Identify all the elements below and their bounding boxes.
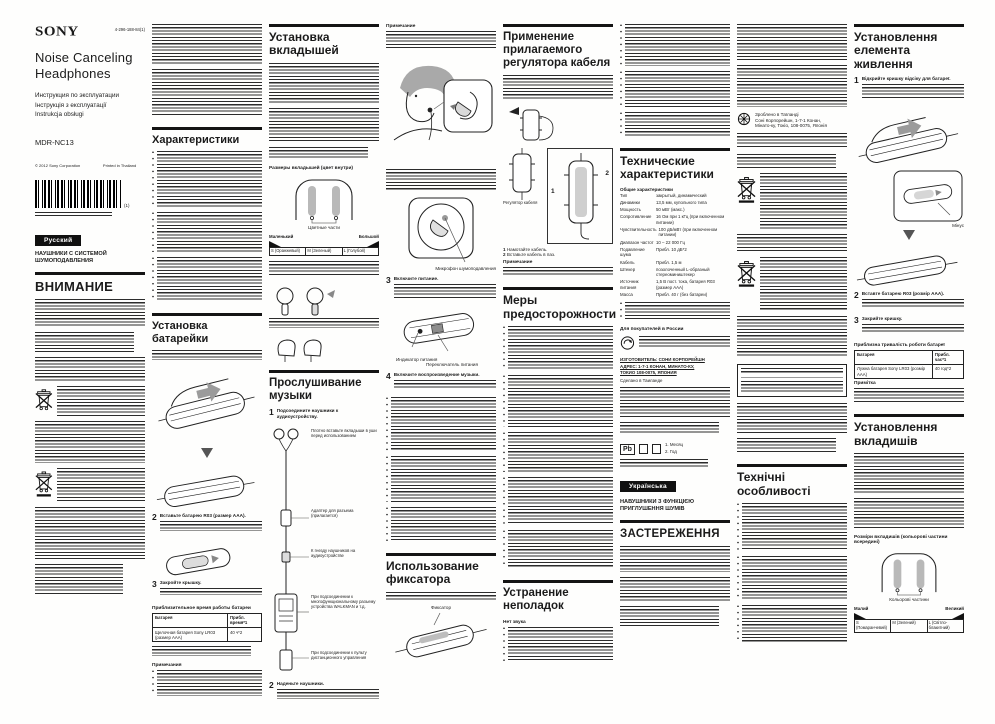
sizes-caption-ru: Размеры вкладышей (цвет внутри)	[269, 165, 354, 171]
text-lines	[35, 564, 123, 594]
adjuster-detail-art	[548, 149, 612, 245]
minus-label-ua: Мінус	[952, 223, 964, 229]
weee-bin-icon	[737, 173, 756, 207]
text-lines	[737, 133, 847, 149]
text-lines	[152, 69, 262, 115]
divider	[741, 377, 843, 378]
section-rule	[854, 24, 964, 27]
sony-logo: SONY	[35, 24, 79, 40]
callout-remote: При подсоединении к пульту дистанционного управления	[311, 649, 367, 660]
text-lines	[277, 689, 379, 699]
text-lines	[35, 332, 134, 352]
section-rule	[35, 272, 145, 275]
step-text: Вставте батарею R03 (розмір AAA).	[861, 290, 945, 296]
column-4	[386, 24, 496, 708]
microphone-label-ru: Микрофон шумоподавления	[435, 266, 496, 271]
bullet-lines	[152, 257, 262, 301]
bullet-lines	[737, 605, 847, 643]
date-box	[652, 444, 661, 454]
specs-intro: Общие характеристики	[620, 186, 673, 192]
step-text: Закройте крышку.	[159, 579, 202, 585]
troubleshooting-title-ru: Устранение неполадок	[503, 586, 569, 612]
battery-step-3	[152, 580, 262, 600]
barcode-block	[35, 180, 145, 208]
subtitle-ru: Инструкция по эксплуатации	[35, 92, 119, 100]
specs-title-ru: Технические характеристики	[620, 154, 714, 182]
down-arrow-icon	[201, 448, 213, 464]
spec-row: Тип закрытый, динамический	[620, 192, 707, 198]
text-lines	[269, 108, 379, 142]
warning-title-ru: ВНИМАНИЕ	[35, 279, 114, 295]
table-row: S (Оранжевый) M (Зеленый) L (Голубой)	[270, 247, 379, 256]
bullet-lines	[503, 627, 613, 661]
text-lines	[152, 646, 251, 656]
battery-title-ua: Установлення елемента живлення	[854, 30, 938, 71]
table-header: Батарея	[153, 613, 228, 627]
size-scale-ru	[269, 234, 379, 239]
barcode-digits	[35, 212, 112, 216]
spec-row: Мощность 50 мВт (макс.)	[620, 206, 685, 212]
size-table-ru	[269, 247, 379, 257]
callout-jack: К гнезду наушников на аудиоустройстве	[311, 547, 356, 558]
scale-arrows	[854, 612, 964, 619]
text-lines	[503, 75, 613, 99]
microphone-closeup-illustration	[393, 196, 489, 266]
text-lines	[35, 421, 145, 463]
text-lines	[862, 84, 964, 100]
columns	[35, 24, 964, 708]
adjuster-title-ru: Применение прилагаемого регулятора кабеля	[503, 31, 611, 69]
text-lines	[620, 422, 719, 434]
table-header: Прибл. час*1	[932, 350, 963, 364]
bullet-lines	[386, 397, 496, 451]
text-lines	[503, 267, 613, 275]
bullet-lines	[503, 326, 613, 370]
battery-table-caption-ua: Приблизна тривалість роботи батареї	[854, 342, 945, 348]
battery-title-ru: Установка батарейки	[152, 320, 209, 345]
spec-row: Подавление шума Прибл. 10 дБ*2	[620, 246, 687, 258]
precautions-title-ru: Меры предосторожности	[503, 293, 617, 321]
russia-title: Для покупателей в России	[620, 327, 684, 333]
power-switch-illustration	[386, 307, 496, 357]
adjuster-step-2: 2	[605, 169, 609, 177]
clip-illustration	[386, 611, 494, 663]
step-text: Наденьте наушники.	[276, 680, 325, 686]
text-lines	[854, 388, 964, 402]
text-lines	[737, 438, 836, 452]
date-box	[639, 444, 648, 454]
battery-case-closed-illustration-ua	[854, 249, 962, 291]
subtitles	[35, 91, 145, 119]
section-rule	[386, 553, 496, 556]
spec-row: Чувствительность 100 дБ/мВт (при включенном питании)	[620, 226, 718, 238]
language-badge-wrap	[35, 229, 145, 247]
section-rule	[620, 520, 730, 523]
maker-line-1: ИЗГОТОВИТЕЛЬ: СОНИ КОРПОРЕЙШН	[620, 357, 705, 363]
table-row: S (Помаранчевий) M (Зелений) L (Світло-блакитний)	[855, 619, 964, 632]
text-lines	[386, 592, 496, 600]
size-small-label: Малий	[854, 605, 869, 611]
adjuster-step-1: 1	[551, 187, 555, 195]
battery-inset-illustration	[892, 169, 964, 223]
text-lines	[620, 459, 708, 467]
barcode-suffix: (1)	[124, 202, 130, 208]
bullet-lines	[503, 375, 613, 427]
earbud-remove-illustration	[269, 282, 339, 318]
earbud-sizes-illustration	[288, 174, 360, 224]
document-title: Noise Canceling Headphones	[35, 50, 133, 81]
subtitle-ua: Інструкція з експлуатації	[35, 101, 107, 109]
maker-line-3: ТОКИО 108-0075, ЯПОНИЯ	[620, 370, 677, 376]
text-lines	[152, 350, 262, 360]
text-lines	[35, 357, 145, 381]
bullet-lines	[620, 302, 730, 320]
wind-step-1: 1 Намотайте кабель.	[503, 246, 548, 252]
column-2	[152, 24, 262, 708]
battery-case-open-illustration	[152, 365, 260, 447]
step-number: 2	[152, 511, 157, 522]
section-rule	[737, 464, 847, 467]
adjuster-detail-box	[547, 148, 613, 244]
section-rule	[503, 287, 613, 290]
bullet-lines	[620, 24, 730, 66]
earphone-pair-illustration	[269, 333, 329, 363]
step-number: 4	[386, 371, 391, 382]
language-badge-ua: Українська	[620, 481, 676, 493]
spec-row: Диапазон частот 10 – 22 000 Гц	[620, 239, 685, 245]
text-lines	[741, 381, 843, 393]
weee-paragraph	[35, 386, 145, 416]
bullet-lines	[152, 212, 262, 252]
text-lines	[760, 173, 847, 229]
text-lines	[737, 316, 847, 356]
text-lines	[620, 546, 730, 572]
text-lines	[620, 577, 730, 601]
listen-step-1	[269, 408, 379, 422]
step-number: 1	[854, 75, 859, 86]
text-lines	[160, 521, 262, 531]
step-number: 2	[269, 679, 274, 690]
step-text: Закрийте кришку.	[861, 315, 903, 321]
made-in-line: Сделано в Таиланде	[620, 378, 663, 384]
text-lines	[737, 65, 847, 107]
notes-label-ru: Примечания	[152, 663, 182, 669]
step-number: 2	[854, 289, 859, 300]
column-7	[737, 24, 847, 708]
size-large-label: Великий	[945, 605, 964, 611]
bullet-lines	[152, 670, 262, 696]
section-rule	[503, 24, 613, 27]
text-lines	[269, 318, 379, 328]
step-text: Подсоедините наушники к аудиоустройству.	[276, 408, 339, 419]
bullet-lines	[620, 112, 730, 136]
fitting-title-ua: Установлення вкладишів	[854, 420, 938, 448]
text-lines	[854, 453, 964, 493]
step-number: 3	[854, 314, 859, 325]
spec-row: Штекер позолоченный L-образный стереомиништекер	[620, 266, 710, 278]
features-title-ua: Технічні особливості	[737, 470, 811, 498]
listen-step-2	[269, 681, 379, 704]
bullet-lines	[386, 507, 496, 541]
adjuster-wrap-illustration	[503, 104, 563, 148]
text-lines	[737, 234, 847, 252]
connection-diagram	[269, 426, 379, 678]
battery-step-2	[152, 513, 262, 536]
text-lines	[269, 261, 379, 277]
part-number: 4-296-188-84(1)	[114, 27, 145, 32]
section-rule	[269, 370, 379, 373]
callout-adapter: Адаптер для разъема (прилагается)	[311, 507, 354, 518]
bullet-lines	[737, 503, 847, 551]
column-6	[620, 24, 730, 708]
step-number: 3	[386, 274, 391, 285]
power-led-label-ru: Индикатор питания	[396, 356, 438, 362]
section-rule	[152, 313, 262, 316]
column-5	[503, 24, 617, 708]
text-lines	[741, 368, 843, 374]
text-lines	[394, 284, 496, 298]
note-label-ru: Примечание	[503, 260, 533, 266]
battery-case-open-illustration-ua	[854, 109, 962, 169]
brand-row	[35, 24, 145, 41]
column-3	[269, 24, 379, 708]
weee-battery-paragraph-ua	[737, 257, 847, 311]
size-large-label: Большой	[358, 233, 379, 239]
step-text: Вставьте батарею R03 (размер AAA).	[159, 512, 246, 518]
section-rule	[152, 127, 262, 130]
clip-title-ru: Использование фиксатора	[386, 558, 479, 587]
step-text: Відкрийте кришку відсіку для батареї.	[861, 76, 951, 82]
section-rule	[854, 414, 964, 417]
bullet-lines	[503, 477, 613, 525]
text-lines	[737, 24, 847, 60]
column-8	[854, 24, 964, 708]
weee-battery-icon	[737, 257, 756, 291]
text-lines	[35, 507, 145, 559]
play-step-4	[386, 372, 496, 393]
text-lines	[269, 63, 379, 103]
callout-fit: Плотно вставьте вкладыши в уши перед использованием	[311, 427, 377, 438]
language-badge-ru: Русский	[35, 235, 81, 247]
table-header: Прибл. время*1	[227, 613, 261, 627]
recycle-icon	[620, 334, 635, 352]
step-text: Включите воспроизведение музыки.	[393, 372, 480, 378]
note-label-ua: Примітка	[854, 381, 876, 387]
table-row: Лужна батарея Sony LR03 (розмір AAA) 40 год*2	[855, 364, 964, 378]
battery-step-3-ua	[854, 316, 964, 337]
bullet-lines	[503, 432, 613, 472]
spec-row: Сопротивление 16 Ом при 1 кГц (при включенном питании)	[620, 214, 725, 225]
features-title-ru: Характеристики	[152, 134, 240, 146]
text-lines	[737, 403, 847, 433]
text-lines	[386, 31, 496, 49]
pb-mark-row	[620, 442, 730, 455]
text-lines	[394, 380, 496, 388]
table-row: Щелочная батарея Sony LR03 (размер AAA) 40 ч*2	[153, 628, 262, 642]
spec-row: Динамики 13,5 мм, купольного типа	[620, 199, 707, 205]
wind-step-2: 2 Вставьте кабель в паз.	[503, 252, 556, 258]
column-1	[35, 24, 145, 708]
pb-icon: Pb	[620, 444, 635, 455]
callout-walkman: При подсоединении к многофункциональному разъему устройства WALKMAN и т.д.	[311, 593, 376, 609]
text-lines	[862, 299, 964, 307]
warning-title-ua: ЗАСТЕРЕЖЕННЯ	[620, 528, 720, 541]
bullet-lines	[737, 556, 847, 600]
connection-diagram-art	[269, 426, 309, 678]
battery-life-table-ua	[854, 350, 964, 380]
text-lines	[160, 588, 262, 595]
battery-step-2-ua	[854, 291, 964, 312]
colored-parts-label-ua: Кольорові частини	[889, 597, 929, 603]
language-badge-wrap	[620, 475, 730, 493]
step-number: 3	[152, 578, 157, 589]
scale-arrows	[269, 240, 379, 247]
product-type-ru: НАУШНИКИ С СИСТЕМОЙ ШУМОПОДАВЛЕНИЯ	[35, 250, 107, 264]
size-small-label: Маленький	[269, 233, 294, 239]
section-rule	[620, 148, 730, 151]
bullet-lines	[152, 151, 262, 207]
spec-row: Кабель Прибл. 1,5 м	[620, 259, 682, 265]
maker-line-2: АДРЕС: 1-7-1 КОНАН, МИНАТО-КУ,	[620, 363, 695, 369]
size-table-ua	[854, 619, 964, 633]
down-arrow-icon	[903, 230, 915, 246]
adjuster-small-illustration	[503, 148, 541, 200]
no-sound-label-ru: Нет звука	[503, 619, 526, 625]
power-switch-label-ru: Переключатель питания	[426, 362, 478, 368]
battery-insert-illustration	[152, 540, 252, 580]
text-lines	[269, 147, 368, 159]
note-label-ru: Примечание	[386, 24, 416, 29]
text-lines	[862, 324, 964, 332]
table-header: Батарея	[855, 350, 933, 364]
spec-row: Масса Прибл. 40 г (без батареи)	[620, 292, 708, 298]
spec-row: Источник питания 1,5 В пост. тока, батарея R03 (размер AAA)	[620, 279, 715, 291]
battery-case-closed-illustration	[152, 467, 260, 513]
boxed-note	[737, 364, 847, 397]
text-lines	[854, 498, 964, 528]
adjuster-label-ru: Регулятор кабеля	[503, 199, 538, 205]
size-scale-ua	[854, 606, 964, 611]
barcode	[35, 180, 121, 208]
weee-bin-icon	[35, 386, 53, 416]
sizes-caption-ua: Розміри вкладишів (кольорові частини всередині)	[854, 535, 948, 546]
product-type-ua: НАВУШНИКИ З ФУНКЦІЄЮ ПРИГЛУШЕННЯ ШУМІВ	[620, 498, 694, 512]
listening-title-ru: Прослушивание музыки	[269, 377, 362, 403]
step-text: Включите питание.	[393, 275, 439, 281]
text-lines	[760, 257, 847, 311]
date-legend: 1. Месяц 2. Год	[664, 442, 684, 455]
made-in-block	[737, 112, 847, 129]
section-rule	[503, 580, 613, 583]
weee-battery-paragraph	[35, 468, 145, 502]
text-lines	[737, 154, 836, 168]
weee-paragraph-ua	[737, 173, 847, 229]
colored-parts-label-ru: Цветные части	[308, 224, 340, 230]
recycle-row	[620, 334, 730, 352]
bullet-lines	[620, 71, 730, 107]
step-number: 1	[269, 407, 274, 418]
weee-battery-icon	[35, 468, 53, 501]
text-lines	[620, 387, 730, 417]
clip-label-ru: Фиксатор	[430, 604, 452, 610]
section-rule	[269, 24, 379, 27]
text-lines	[386, 169, 496, 191]
wearing-head-illustration	[386, 54, 496, 166]
text-lines	[57, 386, 145, 416]
battery-step-1-ua	[854, 76, 964, 105]
power-step-3	[386, 276, 496, 303]
text-lines	[152, 24, 262, 64]
model-number: MDR-NC13	[35, 137, 74, 147]
earbud-sizes-illustration-ua	[874, 548, 944, 596]
copyright-line: © 2012 Sony Corporation Printed in Thailand	[35, 162, 137, 168]
made-in-lines-ua: Зроблено в Таїланді Соні Корпорейшн, 1-7-1 Конан, Мінато-ку, Токіо, 108-0075, Японія	[755, 112, 827, 129]
subtitle-pl: Instrukcja obsługi	[35, 111, 84, 119]
bullet-lines	[503, 530, 613, 568]
text-lines	[35, 299, 145, 327]
battery-table-caption-ru: Приблизительное время работы батареи	[152, 605, 251, 611]
battery-inset-wrap	[854, 169, 964, 229]
text-lines	[620, 606, 719, 626]
fitting-title-ru: Установка вкладышей	[269, 30, 339, 58]
adjuster-detail-row	[503, 148, 613, 244]
text-lines	[57, 468, 145, 502]
battery-life-table-ru	[152, 613, 262, 643]
text-lines	[639, 336, 730, 348]
battery-inset	[892, 169, 964, 229]
specs-list	[620, 193, 730, 300]
bullet-lines	[386, 456, 496, 502]
conformity-mark-icon	[737, 112, 751, 126]
